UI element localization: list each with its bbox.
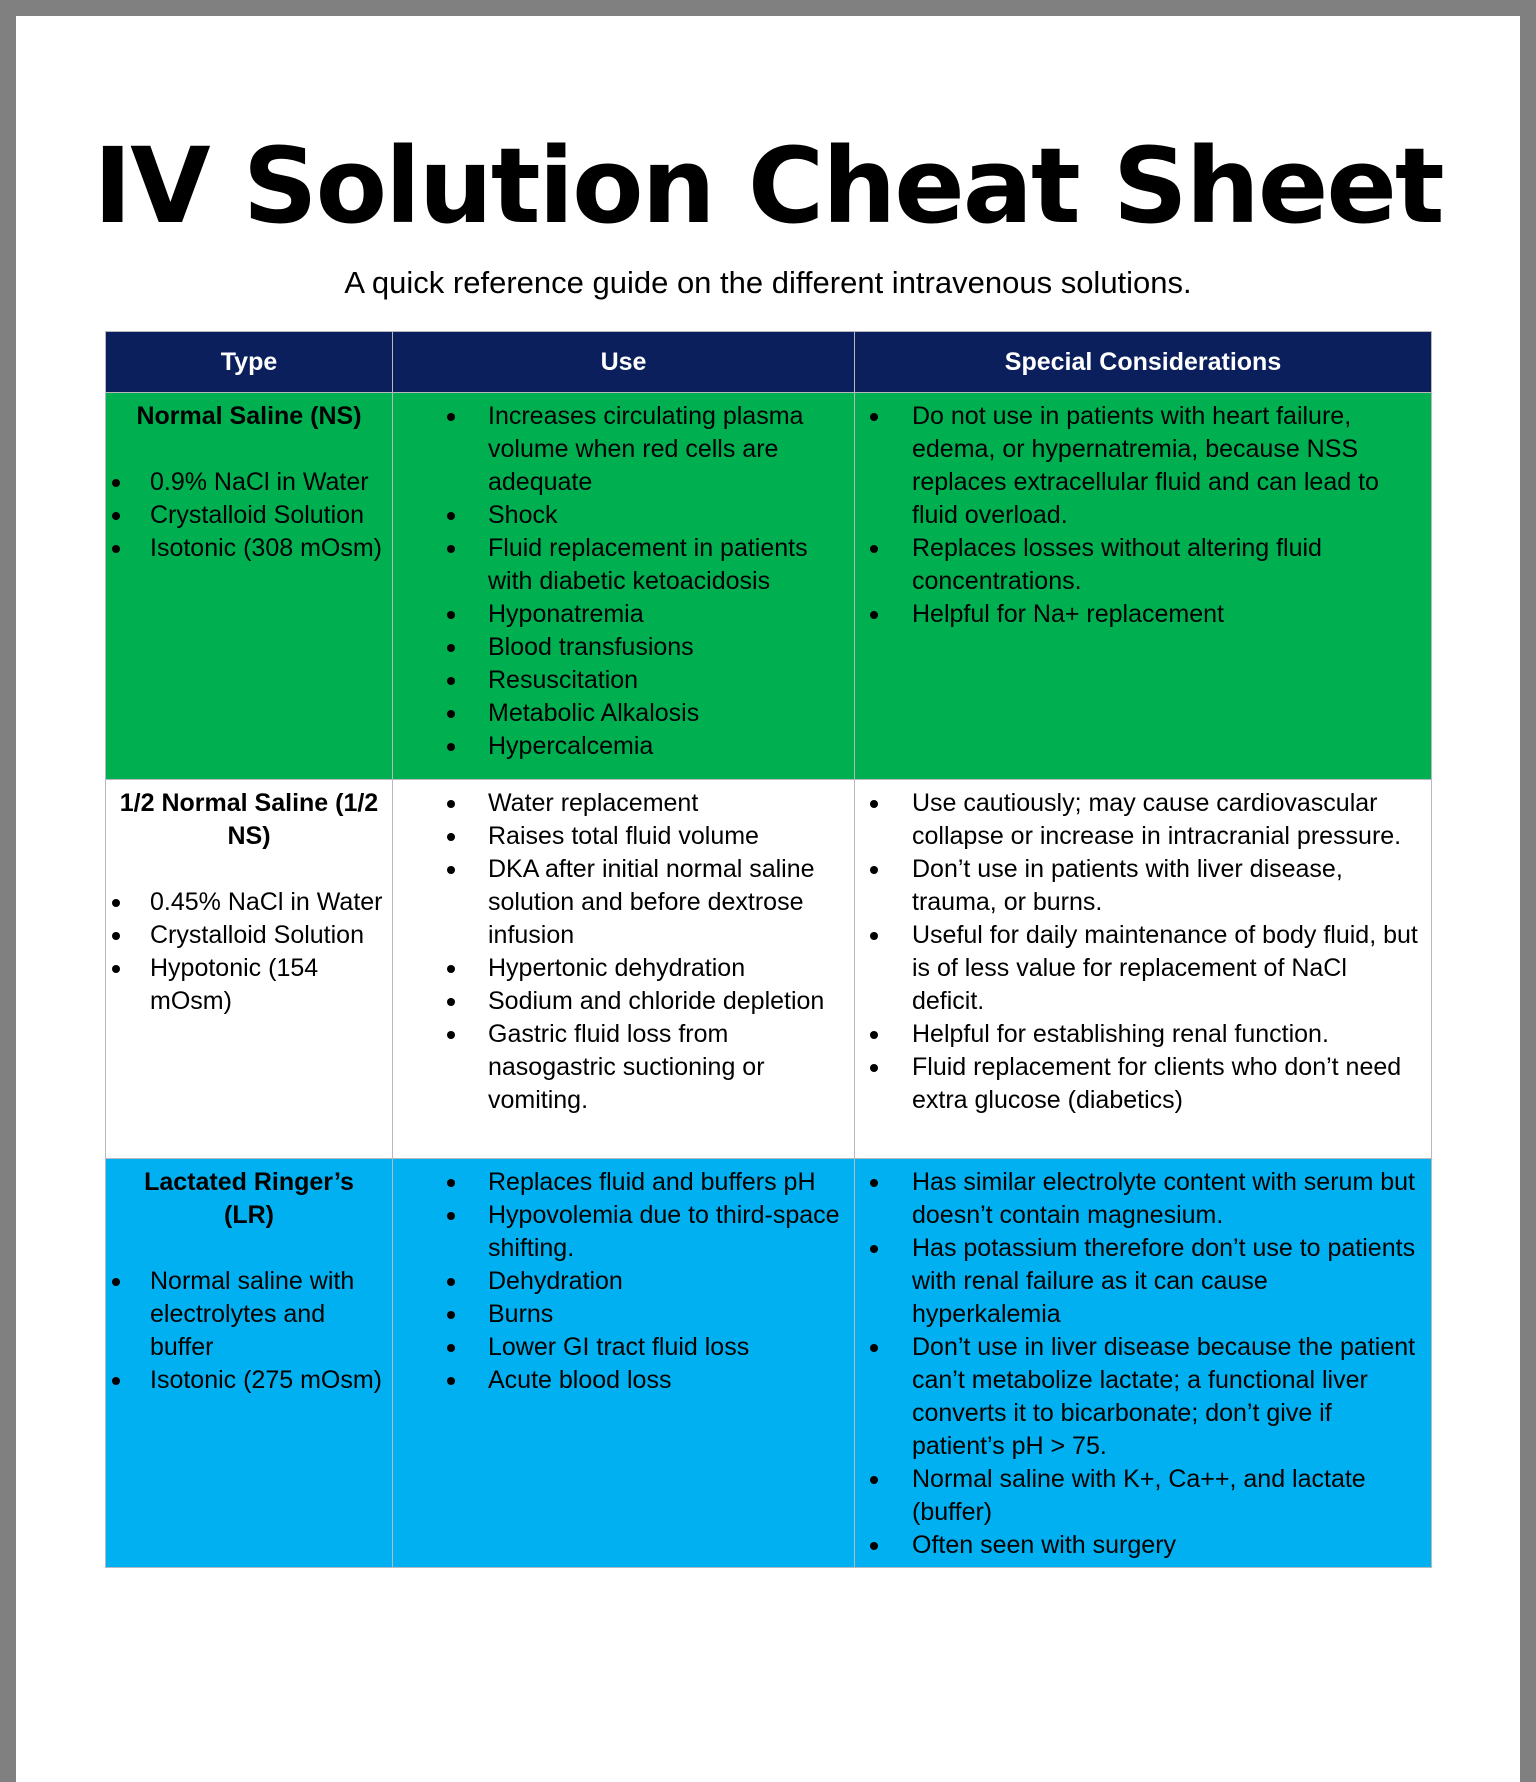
type-details-list xyxy=(107,466,391,565)
type-details-list xyxy=(107,886,391,1018)
document-page xyxy=(16,16,1520,1782)
use-cell xyxy=(393,1159,855,1568)
use-list xyxy=(394,781,853,1117)
considerations-list xyxy=(856,1160,1430,1562)
list-item: Don’t use in liver disease because the patient can’t metabolize lactate; a functional liver converts it to bicarbonate; don’t give if patient’s pH > 75. xyxy=(856,1331,1422,1463)
considerations-list xyxy=(856,781,1430,1117)
page-title: IV Solution Cheat Sheet xyxy=(93,125,1443,247)
use-cell xyxy=(393,393,855,780)
list-item: Hyponatremia xyxy=(445,598,843,631)
list-item: Hypertonic dehydration xyxy=(445,952,843,985)
list-item: Normal saline with electrolytes and buffer xyxy=(107,1265,383,1364)
table-header-row xyxy=(106,332,1432,393)
list-item: Hypotonic (154 mOsm) xyxy=(107,952,383,1018)
list-item: Increases circulating plasma volume when red cells are adequate xyxy=(445,400,843,499)
type-details-list xyxy=(107,1265,391,1397)
list-item: Burns xyxy=(445,1298,843,1331)
solution-name: Lactated Ringer’s (LR) xyxy=(144,1168,354,1229)
list-item: Gastric fluid loss from nasogastric suctioning or vomiting. xyxy=(445,1018,843,1117)
list-item: Replaces losses without altering fluid concentrations. xyxy=(856,532,1422,598)
list-item: Isotonic (308 mOsm) xyxy=(107,532,383,565)
page-subtitle: A quick reference guide on the different intravenous solutions. xyxy=(344,265,1192,300)
list-item: Hypercalcemia xyxy=(445,730,843,763)
list-item: Useful for daily maintenance of body fluid, but is of less value for replacement of NaCl deficit. xyxy=(856,919,1422,1018)
list-item: Crystalloid Solution xyxy=(107,919,383,952)
type-cell xyxy=(106,393,393,780)
solution-name: 1/2 Normal Saline (1/2 NS) xyxy=(119,789,379,850)
list-item: Shock xyxy=(445,499,843,532)
list-item: Sodium and chloride depletion xyxy=(445,985,843,1018)
considerations-cell xyxy=(855,1159,1432,1568)
list-item: Often seen with surgery xyxy=(856,1529,1422,1562)
list-item: Fluid replacement in patients with diabetic ketoacidosis xyxy=(445,532,843,598)
list-item: Acute blood loss xyxy=(445,1364,843,1397)
list-item: Do not use in patients with heart failure, edema, or hypernatremia, because NSS replaces extracellular fluid and can lead to fluid overload. xyxy=(856,400,1422,532)
list-item: Blood transfusions xyxy=(445,631,843,664)
list-item: Dehydration xyxy=(445,1265,843,1298)
type-cell xyxy=(106,780,393,1159)
column-header-special-considerations: Special Considerations xyxy=(855,332,1432,393)
column-header-use: Use xyxy=(393,332,855,393)
table-row-normal-saline xyxy=(106,393,1432,780)
list-item: Raises total fluid volume xyxy=(445,820,843,853)
list-item: Metabolic Alkalosis xyxy=(445,697,843,730)
list-item: 0.45% NaCl in Water xyxy=(107,886,383,919)
use-list xyxy=(394,394,853,763)
list-item: Lower GI tract fluid loss xyxy=(445,1331,843,1364)
list-item: Helpful for establishing renal function. xyxy=(856,1018,1422,1051)
list-item: Resuscitation xyxy=(445,664,843,697)
considerations-list xyxy=(856,394,1430,631)
table-row-lactated-ringers xyxy=(106,1159,1432,1568)
considerations-cell xyxy=(855,780,1432,1159)
list-item: Crystalloid Solution xyxy=(107,499,383,532)
iv-solutions-table xyxy=(105,331,1432,1568)
use-list xyxy=(394,1160,853,1397)
list-item: Isotonic (275 mOsm) xyxy=(107,1364,383,1397)
column-header-type: Type xyxy=(106,332,393,393)
table-row-half-normal-saline xyxy=(106,780,1432,1159)
list-item: Water replacement xyxy=(445,787,843,820)
list-item: Fluid replacement for clients who don’t need extra glucose (diabetics) xyxy=(856,1051,1422,1117)
list-item: Don’t use in patients with liver disease, trauma, or burns. xyxy=(856,853,1422,919)
list-item: Has similar electrolyte content with serum but doesn’t contain magnesium. xyxy=(856,1166,1422,1232)
type-cell xyxy=(106,1159,393,1568)
solution-name: Normal Saline (NS) xyxy=(136,402,362,430)
list-item: Replaces fluid and buffers pH xyxy=(445,1166,843,1199)
list-item: Hypovolemia due to third-space shifting. xyxy=(445,1199,843,1265)
use-cell xyxy=(393,780,855,1159)
list-item: Normal saline with K+, Ca++, and lactate (buffer) xyxy=(856,1463,1422,1529)
list-item: Has potassium therefore don’t use to patients with renal failure as it can cause hyperkalemia xyxy=(856,1232,1422,1331)
considerations-cell xyxy=(855,393,1432,780)
list-item: Use cautiously; may cause cardiovascular collapse or increase in intracranial pressure. xyxy=(856,787,1422,853)
list-item: 0.9% NaCl in Water xyxy=(107,466,383,499)
list-item: DKA after initial normal saline solution and before dextrose infusion xyxy=(445,853,843,952)
list-item: Helpful for Na+ replacement xyxy=(856,598,1422,631)
